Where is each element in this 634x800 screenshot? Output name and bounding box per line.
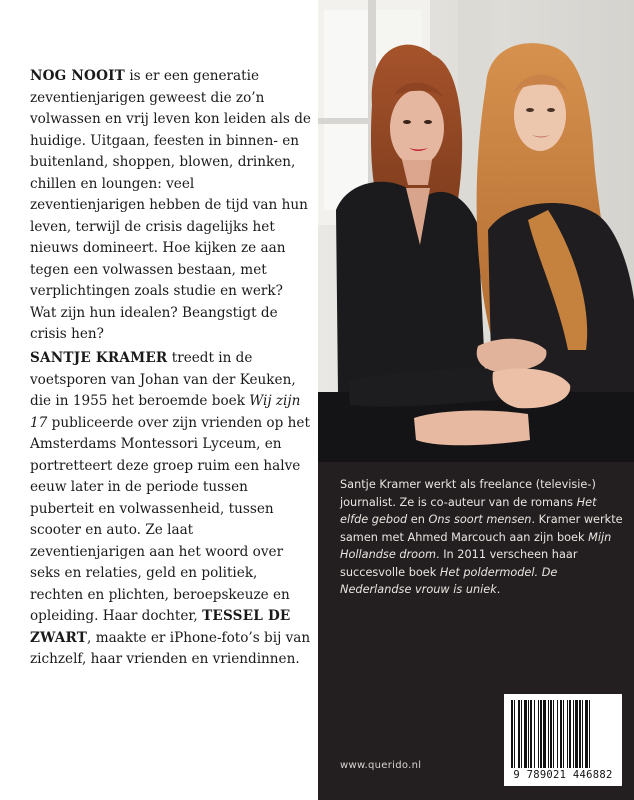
- barcode-bar: [530, 700, 532, 768]
- publisher-website: www.querido.nl: [340, 760, 422, 771]
- author-bio: [340, 476, 628, 599]
- intro-paragraph: [30, 66, 312, 346]
- intro-text: is er een generatie zeventienjarigen geweest die zo’n volwassen en vrij leven kon leiden als de huidige. Uitgaan, feesten in binnen- en buitenland, shoppen, blowen, drinken, chillen en loungen: veel zeventienjarigen hebben de tijd van hun leven, terwijl de crisis dagelijks het nieuws domineert. Hoe kijken ze aan tegen een volwassen bestaan, met verplichtingen zoals studie en werk? Wat zijn hun idealen? Beangstigt de crisis hen?: [30, 68, 311, 342]
- intro-lead: NOG NOOIT: [30, 68, 125, 84]
- barcode-bar: [543, 700, 546, 768]
- author-paragraph: [30, 348, 312, 671]
- barcode-bar: [511, 700, 513, 768]
- barcode-bar: [560, 700, 562, 768]
- author-name: SANTJE KRAMER: [30, 350, 168, 366]
- barcode-bar: [540, 700, 542, 768]
- book-title: Wij zijn 17: [30, 393, 301, 431]
- right-panel: [318, 0, 634, 800]
- photographer-name: TESSEL DE ZWART: [30, 608, 291, 646]
- bio-text-1: Santje Kramer werkt als freelance (televisie-) journalist. Ze is co-auteur van de romans: [340, 478, 596, 509]
- barcode-bar: [567, 700, 568, 768]
- isbn-number: 9 789021 446882: [513, 769, 613, 781]
- barcode-bar: [548, 700, 549, 768]
- author-photo: [318, 0, 634, 462]
- bio-book-1: Het elfde gebod: [340, 495, 597, 526]
- barcode-bar: [585, 700, 588, 768]
- barcode-bar: [534, 700, 535, 768]
- barcode-bar: [521, 700, 522, 768]
- bio-text-2: en: [407, 513, 429, 526]
- author-text-3: , maakte er iPhone-foto’s bij van zichzelf, haar vrienden en vriendinnen.: [30, 629, 311, 667]
- barcode-bar: [524, 700, 527, 768]
- bio-book-2: Ons soort mensen: [428, 513, 532, 526]
- bio-text-3: . Kramer werkte samen met Ahmed Marcouch aan zijn boek: [340, 513, 623, 544]
- barcode-bar: [579, 700, 581, 768]
- bio-book-3: Mijn Hollandse droom: [340, 530, 612, 561]
- barcode-bar: [557, 700, 558, 768]
- barcode-icon: [510, 700, 616, 768]
- bio-book-4: Het poldermodel. De Nederlandse vrouw is uniek: [340, 565, 558, 596]
- bio-text-5: .: [496, 583, 501, 596]
- barcode-bar: [538, 700, 539, 768]
- barcode: [504, 694, 622, 786]
- barcode-bar: [553, 700, 554, 768]
- barcode-bar: [563, 700, 564, 768]
- barcode-bar: [550, 700, 552, 768]
- barcode-bar: [569, 700, 571, 768]
- barcode-bar: [573, 700, 574, 768]
- bio-text-4: . In 2011 verscheen haar succesvolle boek: [340, 548, 578, 579]
- barcode-bar: [575, 700, 578, 768]
- barcode-bar: [528, 700, 529, 768]
- barcode-bar: [589, 700, 590, 768]
- barcode-bar: [582, 700, 583, 768]
- barcode-bar: [514, 700, 515, 768]
- author-text-1: treedt in de voetsporen van Johan van der Keuken, die in 1955 het beroemde boek: [30, 350, 296, 409]
- barcode-bar: [518, 700, 520, 768]
- author-text-2: publiceerde over zijn vrienden op het Amsterdams Montessori Lyceum, en portretteert deze groep ruim een halve eeuw later in de periode tussen puberteit en volwassenheid, tussen scooter en auto. Ze laat zeventienjarigen aan het woord over seks en relaties, geld en politiek, rechten en plichten, beroepskeuze en opleiding. Haar dochter,: [30, 414, 310, 624]
